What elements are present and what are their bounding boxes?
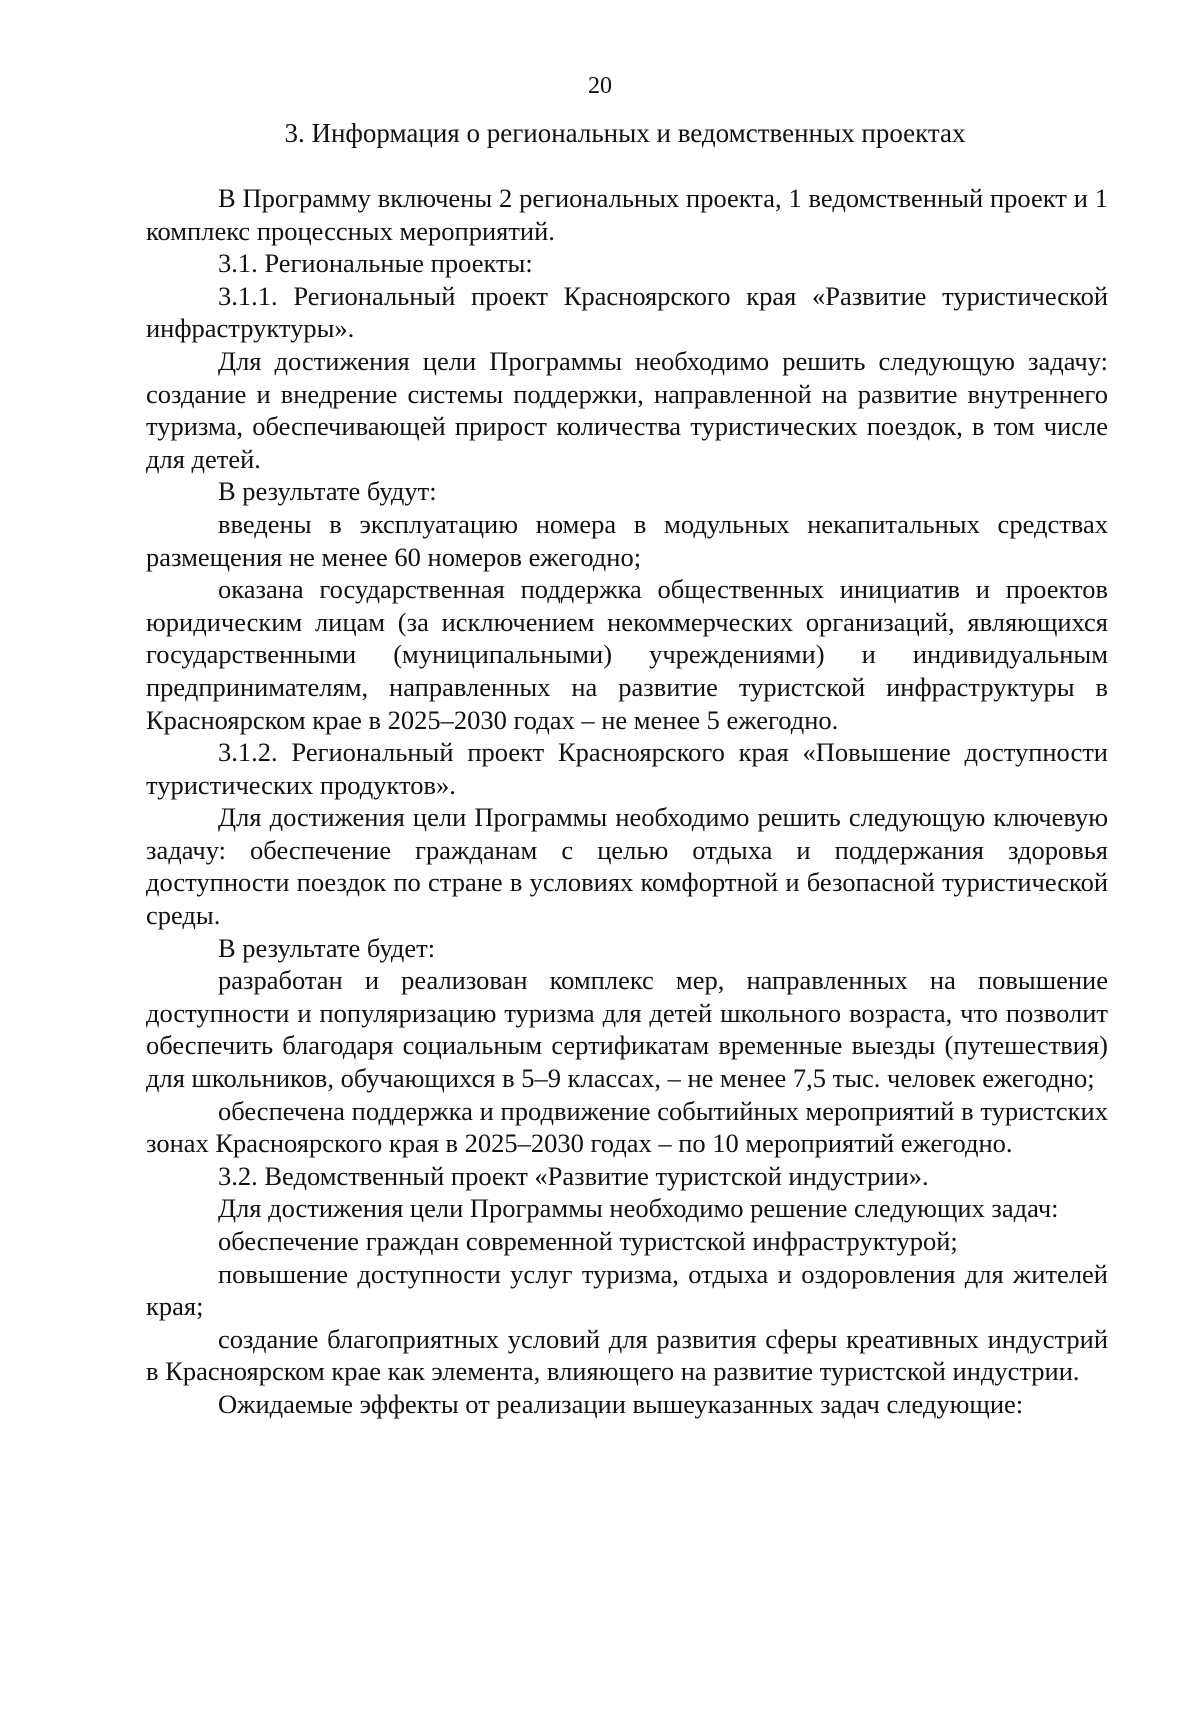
paragraph-project-3-1-1-results-heading: В результате будут:	[218, 476, 437, 507]
paragraph-expected-effects: Ожидаемые эффекты от реализации вышеуказанных задач следующие:	[218, 1388, 1024, 1419]
paragraph-project-3-1-1-title: 3.1.1. Региональный проект Красноярского края «Развитие туристической инфраструктуры».	[146, 280, 1108, 344]
paragraph-project-3-2-title: 3.2. Ведомственный проект «Развитие туристской индустрии».	[218, 1160, 929, 1191]
paragraph-project-3-2-tasks-heading: Для достижения цели Программы необходимо решение следующих задач:	[218, 1193, 1059, 1224]
section-title: 3. Информация о региональных и ведомственных проектах	[284, 118, 966, 148]
paragraph-intro: В Программу включены 2 региональных проекта, 1 ведомственный проект и 1 комплекс процессных мероприятий.	[146, 183, 1108, 246]
paragraph-regional-projects-heading: 3.1. Региональные проекты:	[218, 248, 533, 279]
paragraph-project-3-1-2-goal: Для достижения цели Программы необходимо решить следующую ключевую задачу: обеспечение гражданам с целью отдыха и поддержания здоровья доступности поездок по стране в условиях комфортной и безопасной туристической среды.	[146, 802, 1108, 931]
paragraph-project-3-1-1-result-1: введены в эксплуатацию номера в модульных некапитальных средствах размещения не менее 60 номеров ежегодно;	[146, 508, 1108, 572]
paragraph-project-3-1-1-result-2: оказана государственная поддержка общественных инициатив и проектов юридическим лицам (за исключением некоммерческих организаций, являющихся государственными (муниципальными) учреждениями) и индивидуальным предпринимателям, направленных на развитие туристской инфраструктуры в Красноярском крае в 2025–2030 годах – не менее 5 ежегодно.	[146, 574, 1108, 735]
paragraph-project-3-1-2-result-1: разработан и реализован комплекс мер, направленных на повышение доступности и популяризацию туризма для детей школьного возраста, что позволит обеспечить благодаря социальным сертификатам временные выезды (путешествия) для школьников, обучающихся в 5–9 классах, – не менее 7,5 тыс. человек ежегодно;	[146, 965, 1108, 1094]
body-text	[146, 182, 1108, 1421]
paragraph-project-3-1-2-result-2: обеспечена поддержка и продвижение событийных мероприятий в туристских зонах Красноярского края в 2025–2030 годах – по 10 мероприятий ежегодно.	[146, 1095, 1108, 1159]
page-number: 20	[588, 73, 612, 99]
paragraph-project-3-2-task-1: обеспечение граждан современной туристской инфраструктурой;	[218, 1226, 958, 1256]
paragraph-project-3-1-2-title: 3.1.2. Региональный проект Красноярского края «Повышение доступности туристических продуктов».	[146, 737, 1108, 800]
paragraph-project-3-2-task-2: повышение доступности услуг туризма, отдыха и оздоровления для жителей края;	[146, 1258, 1108, 1322]
paragraph-project-3-1-1-goal: Для достижения цели Программы необходимо решить следующую задачу: создание и внедрение системы поддержки, направленной на развитие внутреннего туризма, обеспечивающей прирост количества туристических поездок, в том числе для детей.	[146, 345, 1108, 474]
paragraph-project-3-2-task-3: создание благоприятных условий для развития сферы креативных индустрий в Красноярском крае как элемента, влияющего на развитие туристской индустрии.	[146, 1323, 1108, 1387]
paragraph-project-3-1-2-results-heading: В результате будет:	[218, 932, 436, 963]
